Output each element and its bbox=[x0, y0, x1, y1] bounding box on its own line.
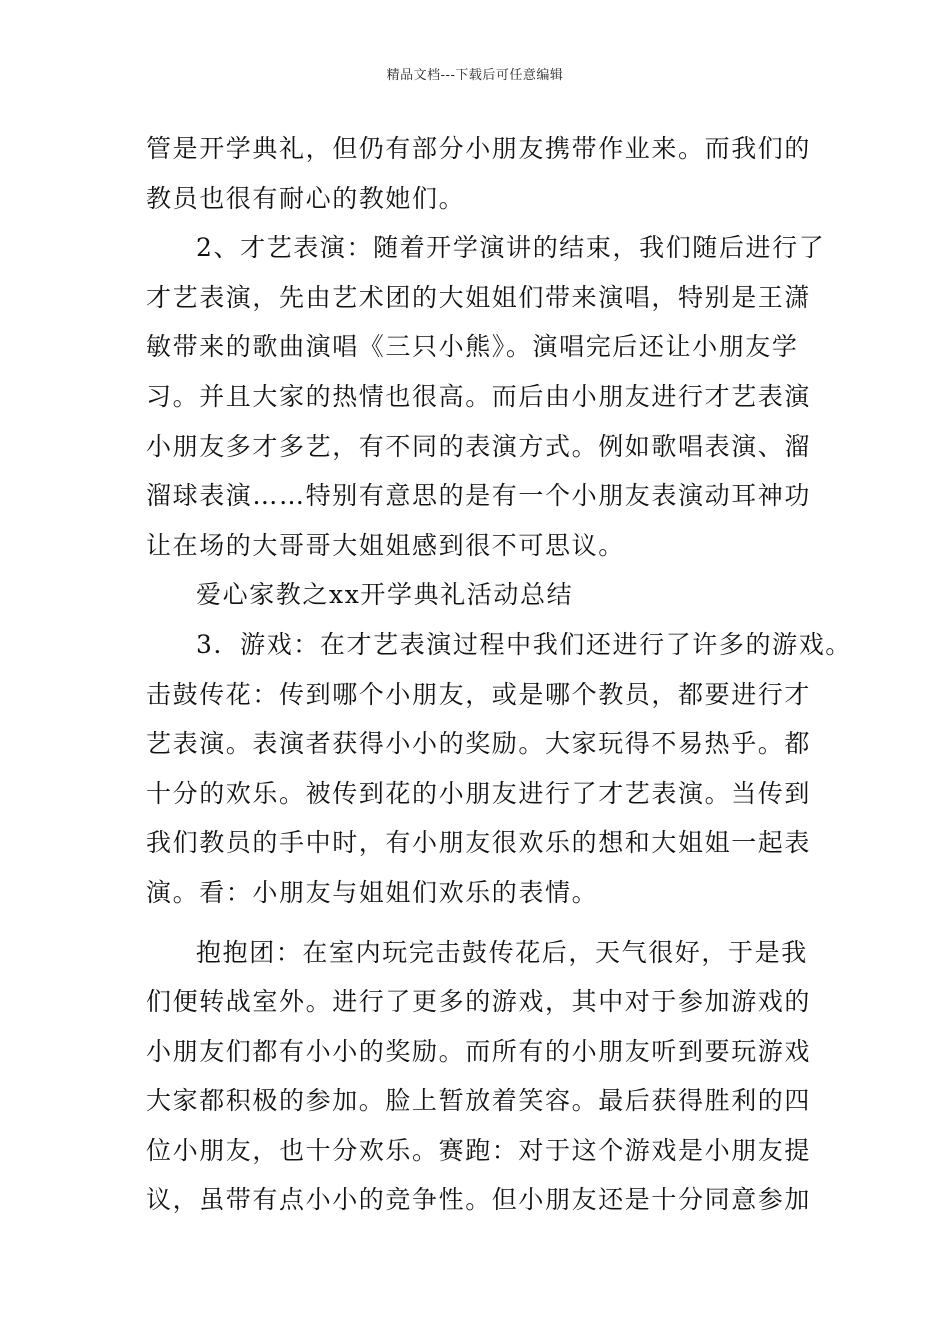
text-line: 敏带来的歌曲演唱《三只小熊》。演唱完后还让小朋友学 bbox=[146, 332, 799, 362]
text-line: 们便转战室外。进行了更多的游戏，其中对于参加游戏的 bbox=[146, 987, 812, 1017]
text-line: 溜球表演……特别有意思的是有一个小朋友表演动耳神功 bbox=[146, 481, 812, 511]
text-line: 大家都积极的参加。脸上暂放着笑容。最后获得胜利的四 bbox=[146, 1086, 812, 1116]
text-line: 十分的欢乐。被传到花的小朋友进行了才艺表演。当传到 bbox=[146, 778, 812, 808]
text-line: 抱抱团：在室内玩完击鼓传花后，天气很好，于是我 bbox=[196, 937, 808, 967]
text-line: 3．游戏：在才艺表演过程中我们还进行了许多的游戏。 bbox=[196, 629, 852, 659]
text-line: 我们教员的手中时，有小朋友很欢乐的想和大姐姐一起表 bbox=[146, 828, 812, 858]
text-line: 位小朋友，也十分欢乐。赛跑：对于这个游戏是小朋友提 bbox=[146, 1135, 812, 1165]
text-line: 击鼓传花：传到哪个小朋友，或是哪个教员，都要进行才 bbox=[146, 679, 812, 709]
text-line: 教员也很有耐心的教她们。 bbox=[146, 183, 466, 213]
text-line: 议，虽带有点小小的竞争性。但小朋友还是十分同意参加 bbox=[146, 1185, 812, 1215]
text-line: 演。看：小朋友与姐姐们欢乐的表情。 bbox=[146, 877, 599, 907]
section-heading: 爱心家教之xx开学典礼活动总结 bbox=[196, 580, 574, 610]
text-line: 让在场的大哥哥大姐姐感到很不可思议。 bbox=[146, 530, 625, 560]
text-line: 管是开学典礼，但仍有部分小朋友携带作业来。而我们的 bbox=[146, 134, 812, 163]
text-line: 习。并且大家的热情也很高。而后由小朋友进行才艺表演 bbox=[146, 381, 812, 411]
text-line: 才艺表演，先由艺术团的大姐姐们带来演唱，特别是王潇 bbox=[146, 282, 812, 312]
document-body bbox=[146, 124, 852, 1225]
paragraph-gap bbox=[146, 918, 818, 928]
text-line: 小朋友多才多艺，有不同的表演方式。例如歌唱表演、溜 bbox=[146, 431, 812, 461]
page-header: 精品文档---下载后可任意编辑 bbox=[386, 68, 564, 83]
text-line: 小朋友们都有小小的奖励。而所有的小朋友听到要玩游戏 bbox=[146, 1036, 812, 1066]
text-line: 艺表演。表演者获得小小的奖励。大家玩得不易热乎。都 bbox=[146, 729, 812, 759]
text-line: 2、才艺表演：随着开学演讲的结束，我们随后进行了 bbox=[196, 233, 826, 263]
